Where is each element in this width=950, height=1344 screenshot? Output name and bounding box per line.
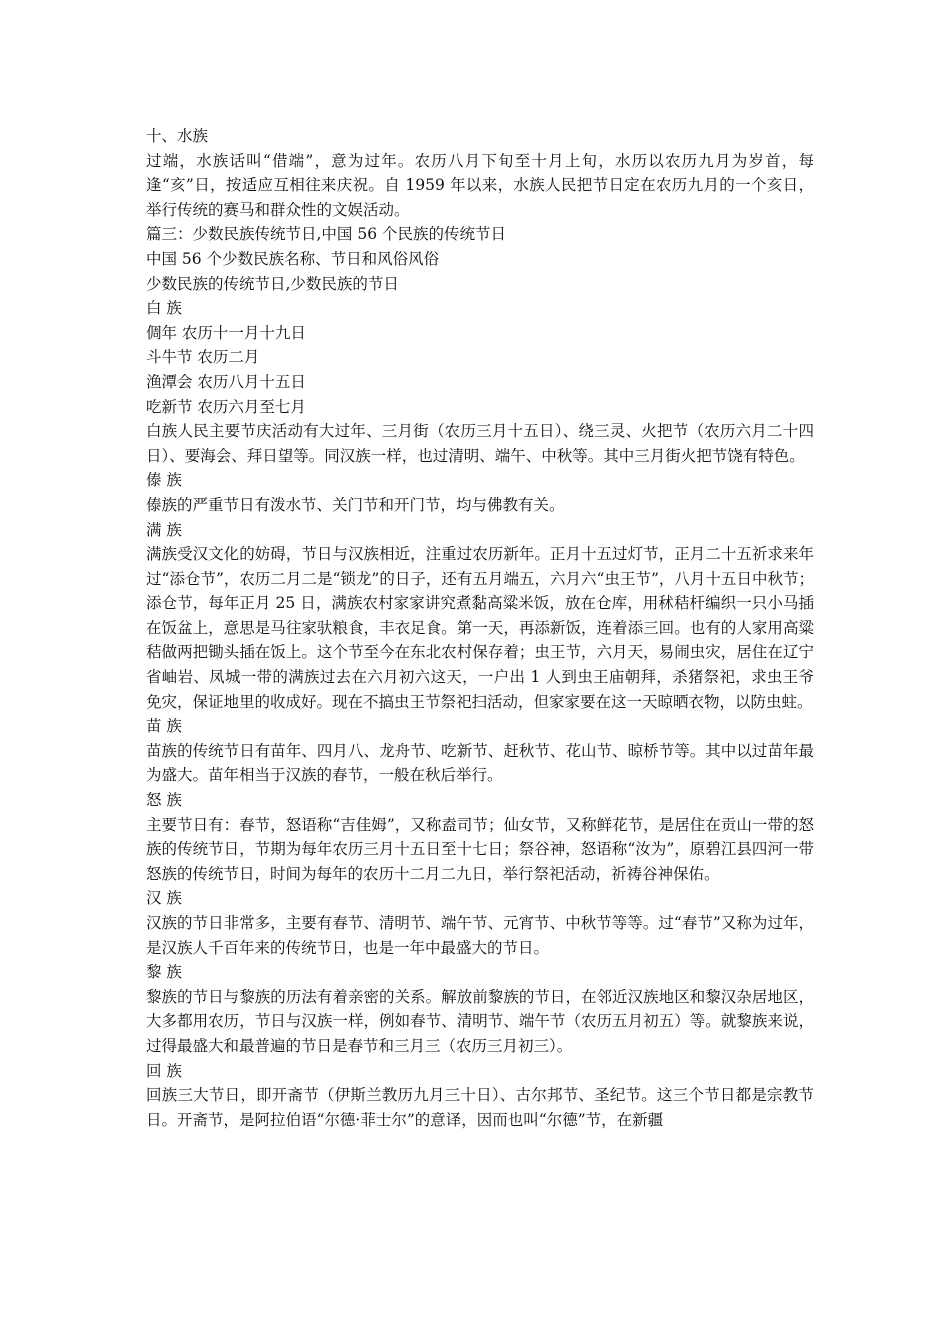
paragraph-hui: 回族三大节日，即开斋节（伊斯兰教历九月三十日）、古尔邦节、圣纪节。这三个节日都是宗教节日。开斋节，是阿拉伯语“尔德·菲士尔”的意译，因而也叫“尔德”节，在新疆 — [146, 1086, 814, 1129]
paragraph-bai: 白族人民主要节庆活动有大过年、三月街（农历三月十五日）、绕三灵、火把节（农历六月二十四日）、要海会、拜日望等。同汉族一样，也过清明、端午、中秋等。其中三月街火把节饶有特色。 — [146, 422, 814, 465]
section-heading-manchu: 满 族 — [146, 520, 182, 539]
list-item-bai-festival: 斗牛节 农历二月 — [146, 348, 260, 367]
document-page — [146, 124, 814, 1132]
list-item-bai-festival: 倜年 农历十一月十九日 — [146, 323, 306, 342]
subtitle-56-ethnic-groups: 中国 56 个少数民族名称、节日和风俗风俗 — [146, 249, 440, 268]
paragraph-nu: 主要节日有：春节，怒语称“吉佳姆”，又称盍司节；仙女节，又称鲜花节，是居住在贡山一带的怒族的传统节日，节期为每年农历三月十五日至十七日；祭谷神，怒语称“汝为”，原碧江县四河一带怒族的传统节日，时间为每年的农历十二月二九日，举行祭祀活动，祈祷谷神保佑。 — [146, 815, 814, 883]
paragraph-li: 黎族的节日与黎族的历法有着亲密的关系。解放前黎族的节日，在邻近汉族地区和黎汉杂居地区，大多都用农历，节日与汉族一样，例如春节、清明节、端午节（农历五月初五）等。就黎族来说，过得最盛大和最普遍的节日是春节和三月三（农历三月初三）。 — [146, 987, 814, 1055]
paragraph-miao: 苗族的传统节日有苗年、四月八、龙舟节、吃新节、赶秋节、花山节、晾桥节等。其中以过苗年最为盛大。苗年相当于汉族的春节，一般在秋后举行。 — [146, 741, 814, 785]
section-heading-dai: 傣 族 — [146, 471, 182, 490]
paragraph-shui-festival: 过端，水族话叫“借端”，意为过年。农历八月下旬至十月上旬，水历以农历九月为岁首，每逢“亥”日，按适应互相往来庆祝。自 1959 年以来，水族人民把节日定在农历九月的一个亥日，举行传统的赛马和群众性的文娱活动。 — [146, 151, 814, 219]
section-heading-nu: 怒 族 — [146, 791, 182, 810]
section-heading-hui: 回 族 — [146, 1061, 182, 1080]
section-heading-han: 汉 族 — [146, 889, 182, 908]
section-heading-li: 黎 族 — [146, 963, 182, 982]
chapter-heading-part-three: 篇三：少数民族传统节日,中国 56 个民族的传统节日 — [146, 225, 507, 244]
subtitle-minority-festivals: 少数民族的传统节日,少数民族的节日 — [146, 274, 399, 293]
paragraph-han: 汉族的节日非常多，主要有春节、清明节、端午节、元宵节、中秋节等等。过“春节”又称为过年，是汉族人千百年来的传统节日，也是一年中最盛大的节日。 — [146, 914, 814, 957]
section-heading-miao: 苗 族 — [146, 717, 182, 736]
section-heading-bai: 白 族 — [146, 299, 182, 318]
list-item-bai-festival: 吃新节 农历六月至七月 — [146, 397, 306, 416]
paragraph-manchu: 满族受汉文化的妨碍，节日与汉族相近，注重过农历新年。正月十五过灯节，正月二十五祈求来年过“添仓节”，农历二月二是“锁龙”的日子，还有五月端五，六月六“虫王节”，八月十五日中秋节；添仓节，每年正月 25 日，满族农村家家讲究煮黏高粱米饭，放在仓库，用秫秸杆编织一只小马插在饭盆上，意思是马往家驮粮食，丰衣足食。第一天，再添新饭，连着添三回。也有的人家用高粱秸做两把锄头插在饭上。这个节至今在东北农村保存着；虫王节，六月天，易闹虫灾，居住在辽宁省岫岩、凤城一带的满族过去在六月初六这天，一户出 1 人到虫王庙朝拜，杀猪祭祀，求虫王爷免灾，保证地里的收成好。现在不搞虫王节祭祀扫活动，但家家要在这一天晾晒衣物，以防虫蛀。 — [146, 545, 814, 711]
paragraph-dai: 傣族的严重节日有泼水节、关门节和开门节，均与佛教有关。 — [146, 495, 565, 514]
list-item-bai-festival: 渔潭会 农历八月十五日 — [146, 372, 306, 391]
section-heading-shui: 十、水族 — [146, 127, 209, 145]
